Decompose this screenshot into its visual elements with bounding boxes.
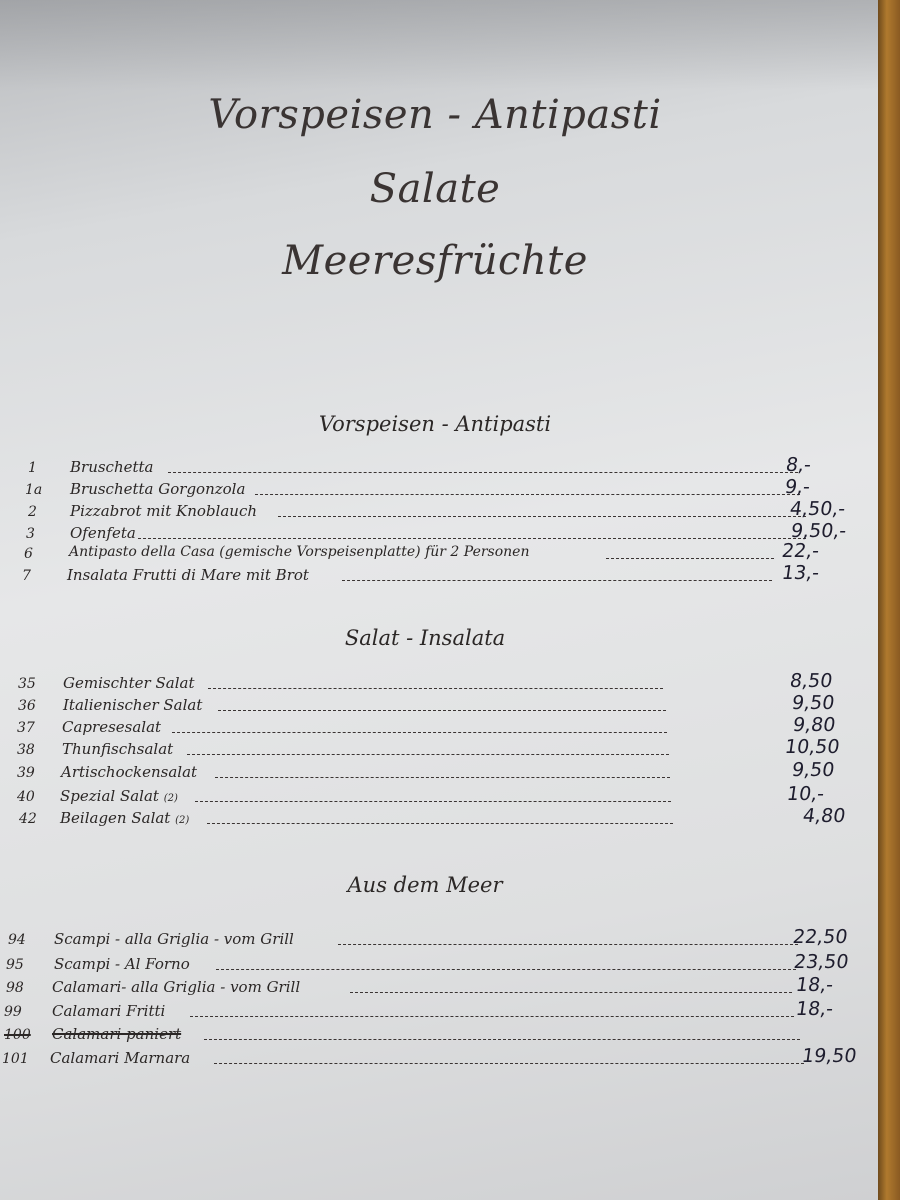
- dotted-leader: [138, 538, 806, 539]
- item-number: 39: [17, 765, 35, 781]
- item-name: Calamari Fritti: [52, 1002, 166, 1020]
- menu-item: [18, 670, 848, 698]
- menu-item: [4, 998, 864, 1026]
- item-name: Spezial Salat: [60, 787, 159, 805]
- item-name: Capresesalat: [62, 718, 162, 736]
- dotted-leader: [255, 494, 800, 495]
- dotted-leader: [215, 777, 670, 778]
- dotted-leader: [342, 580, 772, 581]
- item-name: Beilagen Salat: [60, 809, 171, 827]
- item-price: 9,-: [783, 476, 812, 498]
- page-title-line-1: Vorspeisen - Antipasti: [208, 92, 662, 138]
- item-number: 38: [17, 742, 35, 758]
- menu-item: [28, 498, 848, 526]
- dotted-leader: [216, 969, 796, 970]
- item-number: 100: [4, 1027, 31, 1043]
- item-name-wrap: [60, 809, 189, 827]
- menu-item: [28, 454, 828, 482]
- item-price: 22,-: [780, 540, 821, 562]
- item-name: Insalata Frutti di Mare mit Brot: [67, 566, 309, 584]
- item-number: 40: [17, 789, 35, 805]
- menu-item: [25, 476, 825, 504]
- item-name: Thunfischsalat: [62, 740, 174, 758]
- dotted-leader: [187, 754, 669, 755]
- item-name: Antipasto della Casa (gemische Vorspeisenplatte) für 2 Personen: [69, 544, 530, 560]
- item-price: 9,50: [790, 759, 836, 781]
- item-number: 1: [28, 460, 37, 476]
- menu-item: [17, 759, 847, 787]
- item-price: 13,-: [780, 562, 821, 584]
- dotted-leader: [190, 1016, 794, 1017]
- item-number: 6: [24, 546, 33, 562]
- item-price: 18,-: [794, 974, 835, 996]
- item-name: Calamari- alla Griglia - vom Grill: [52, 978, 301, 996]
- item-price: 9,80: [791, 714, 837, 736]
- dotted-leader: [168, 472, 798, 473]
- item-price: 22,50: [791, 926, 849, 948]
- paper-shadow: [0, 0, 900, 90]
- item-number: 1a: [25, 482, 43, 498]
- item-number: 36: [18, 698, 36, 714]
- menu-item: [8, 926, 868, 954]
- menu-item: [19, 805, 849, 833]
- item-price: 10,50: [783, 736, 841, 758]
- item-price: 23,50: [792, 951, 850, 973]
- dotted-leader: [204, 1039, 800, 1040]
- menu-item: [17, 783, 847, 811]
- menu-item: [17, 714, 847, 742]
- item-price: 18,-: [794, 998, 835, 1020]
- menu-item: [6, 974, 866, 1002]
- section-title-meer: Aus dem Meer: [347, 873, 503, 897]
- item-number: 7: [22, 568, 31, 584]
- item-number: 3: [26, 526, 35, 542]
- item-number: 42: [19, 811, 37, 827]
- dotted-leader: [195, 801, 671, 802]
- menu-item: [6, 951, 866, 979]
- item-name: Bruschetta Gorgonzola: [70, 480, 246, 498]
- item-note: (2): [163, 793, 178, 804]
- item-name: Bruschetta: [70, 458, 154, 476]
- menu-item: [22, 562, 842, 590]
- item-number: 98: [6, 980, 24, 996]
- item-name: Scampi - Al Forno: [54, 955, 190, 973]
- item-note: (2): [175, 815, 190, 826]
- item-price: 19,50: [800, 1045, 858, 1067]
- item-name: Gemischter Salat: [63, 674, 195, 692]
- page-title-line-2: Salate: [369, 166, 501, 212]
- item-name: Artischockensalat: [61, 763, 198, 781]
- item-name: Pizzabrot mit Knoblauch: [70, 502, 258, 520]
- item-price: 9,50,-: [789, 520, 848, 542]
- menu-item: [2, 1045, 872, 1073]
- item-name: Italienischer Salat: [63, 696, 203, 714]
- menu-item: [24, 540, 844, 568]
- dotted-leader: [350, 992, 792, 993]
- item-number: 35: [18, 676, 36, 692]
- item-name: Calamari Marnara: [50, 1049, 191, 1067]
- menu-item: [17, 736, 847, 764]
- page-title-line-3: Meeresfrüchte: [282, 238, 588, 284]
- item-name: Scampi - alla Griglia - vom Grill: [54, 930, 294, 948]
- item-price: 8,50: [788, 670, 834, 692]
- dotted-leader: [338, 944, 798, 945]
- item-price: 4,80: [801, 805, 847, 827]
- dotted-leader: [208, 688, 663, 689]
- section-title-antipasti: Vorspeisen - Antipasti: [318, 412, 552, 436]
- dotted-leader: [218, 710, 666, 711]
- dotted-leader: [172, 732, 667, 733]
- item-number: 2: [28, 504, 37, 520]
- wooden-frame-edge: [878, 0, 900, 1200]
- item-name-wrap: [60, 787, 178, 805]
- menu-item: [18, 692, 848, 720]
- dotted-leader: [278, 516, 806, 517]
- item-price: 9,50: [790, 692, 836, 714]
- item-price: 8,-: [784, 454, 813, 476]
- item-number: 94: [8, 932, 26, 948]
- item-price: 10,-: [785, 783, 826, 805]
- dotted-leader: [214, 1063, 804, 1064]
- item-number: 37: [17, 720, 35, 736]
- section-title-salat: Salat - Insalata: [344, 626, 506, 650]
- item-name: Calamari paniert: [52, 1025, 182, 1043]
- item-name: Ofenfeta: [70, 524, 136, 542]
- item-number: 101: [2, 1051, 29, 1067]
- item-number: 99: [4, 1004, 22, 1020]
- dotted-leader: [606, 558, 774, 559]
- item-price: 4,50,-: [788, 498, 847, 520]
- dotted-leader: [207, 823, 673, 824]
- menu-item-struck: [4, 1027, 864, 1049]
- item-number: 95: [6, 957, 24, 973]
